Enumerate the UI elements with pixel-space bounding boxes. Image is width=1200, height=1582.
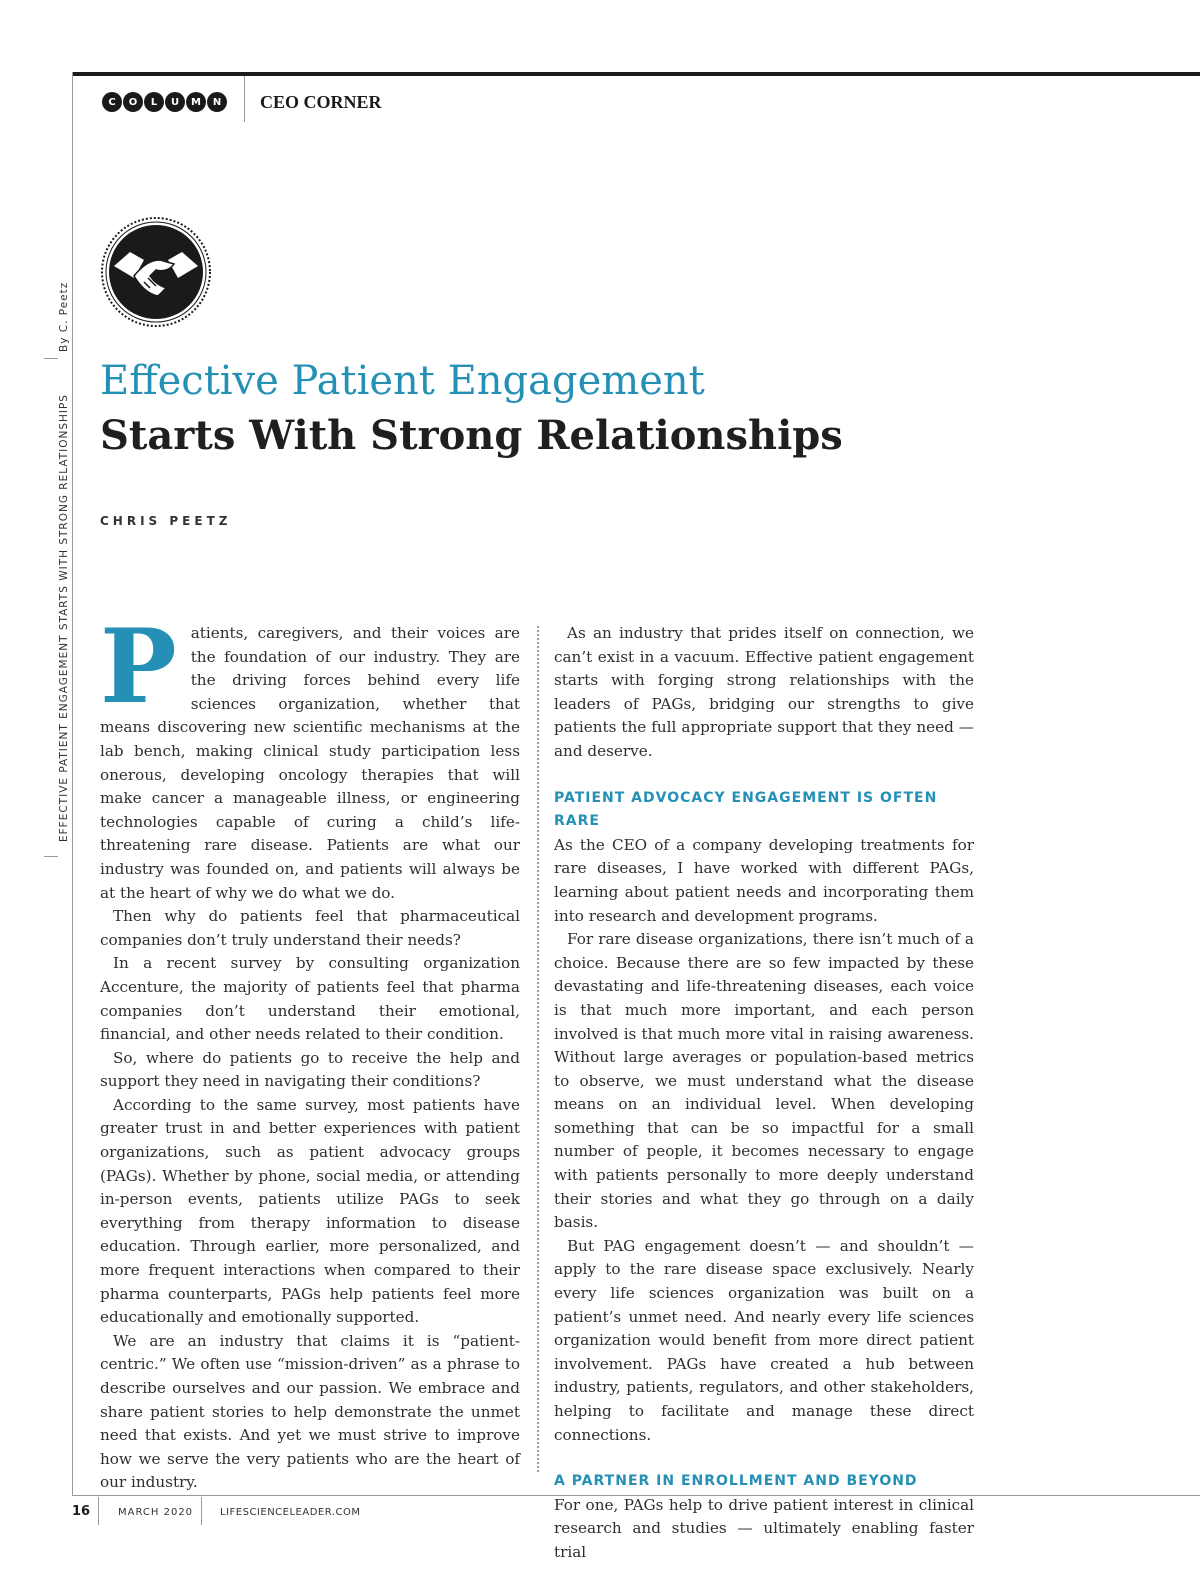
website-link[interactable]: LIFESCIENCELEADER.COM [220, 1507, 361, 1518]
column-badge-letter: L [144, 92, 164, 112]
header-divider [244, 76, 245, 122]
sidebar-running-title: EFFECTIVE PATIENT ENGAGEMENT STARTS WITH STRONG RELATIONSHIPS [58, 394, 70, 842]
article-paragraph: As the CEO of a company developing treatments for rare diseases, I have worked with different PAGs, learning about patient needs and incorporating them into research and development programs. [554, 835, 974, 925]
column-badge-letter: U [165, 92, 185, 112]
article-paragraph: According to the same survey, most patients have greater trust in and better experiences with patient organizations, such as patient advocacy groups (PAGs). Whether by phone, social media, or attending in-person events, patients utilize PAGs to seek everything from therapy information to disease education. Through earlier, more personalized, and more frequent interactions when compared to their pharma counterparts, PAGs help patients feel more educationally and emotionally supported. [100, 1095, 520, 1327]
footer-divider [98, 1497, 99, 1525]
column-badge [102, 92, 227, 112]
article-title-line1: Effective Patient Engagement [100, 358, 705, 404]
article-paragraph: For rare disease organizations, there isn’t much of a choice. Because there are so few impacted by these devastating and life-threatening diseases, each voice is that much more important, and each person involved is that much more vital in raising awareness. Without large averages or population-based metrics to observe, we must understand what the disease means on an individual level. When developing something that can be so impactful for a small number of people, it becomes necessary to engage with patients personally to more deeply understand their stories and what they go through on a daily basis. [554, 930, 974, 1232]
section-title: CEO CORNER [260, 92, 382, 112]
article-paragraph: In a recent survey by consulting organization Accenture, the majority of patients feel that pharma companies don’t understand their emotional, financial, and other needs related to their condition. [100, 954, 520, 1044]
article-paragraph: But PAG engagement doesn’t — and shouldn’t — apply to the rare disease space exclusively. Nearly every life sciences organization was built on a patient’s unmet need. And nearly every life sciences organization would benefit from more direct patient involvement. PAGs have created a hub between industry, patients, regulators, and other stakeholders, helping to facilitate and manage these direct connections. [554, 1236, 974, 1444]
subheading: A PARTNER IN ENROLLMENT AND BEYOND [554, 1473, 918, 1490]
article-paragraph: So, where do patients go to receive the help and support they need in navigating their conditions? [100, 1048, 520, 1091]
column-badge-letter: O [123, 92, 143, 112]
sidebar-divider [44, 358, 58, 359]
top-rule [72, 72, 1200, 76]
drop-cap: P [100, 607, 177, 727]
column-badge-letter: C [102, 92, 122, 112]
column-divider [537, 626, 539, 1472]
article-paragraph: As an industry that prides itself on connection, we can’t exist in a vacuum. Effective patient engagement starts with forging strong relationships with the leaders of PAGs, bridging our strengths to give patients the full appropriate support that they need — and deserve. [554, 624, 974, 760]
article-title-line2: Starts With Strong Relationships [100, 412, 843, 459]
sidebar-byline: By C. Peetz [58, 281, 70, 352]
article-column-right [554, 622, 974, 1565]
sidebar-divider [44, 856, 58, 857]
handshake-icon [100, 216, 212, 328]
article-paragraph: Patients, caregivers, and their voices are the foundation of our industry. They are the driving forces behind every life sciences organization, whether that means discovering new scientific mechanisms at the lab bench, making clinical study participation less onerous, developing oncology therapies that will make cancer a manageable illness, or engineering technologies capable of curing a child’s life-threatening rare disease. Patients are what our industry was founded on, and patients will always be at the heart of why we do what we do. [100, 607, 520, 902]
page-number: 16 [72, 1504, 91, 1519]
article-column-left [100, 607, 520, 1495]
column-badge-letter: M [186, 92, 206, 112]
author-name: CHRIS PEETZ [100, 514, 232, 528]
article-paragraph: We are an industry that claims it is “patient-centric.” We often use “mission-driven” as a phrase to describe ourselves and our passion. We embrace and share patient stories to help demonstrate the unmet need that exists. And yet we must strive to improve how we serve the very patients who are the heart of our industry. [100, 1331, 520, 1492]
footer-divider [201, 1497, 202, 1525]
issue-date: MARCH 2020 [118, 1507, 194, 1518]
column-badge-letter: N [207, 92, 227, 112]
subheading: PATIENT ADVOCACY ENGAGEMENT IS OFTEN RARE [554, 789, 938, 830]
article-paragraph: For one, PAGs help to drive patient interest in clinical research and studies — ultimately enabling faster trial [554, 1495, 974, 1561]
article-paragraph: Then why do patients feel that pharmaceutical companies don’t truly understand their needs? [100, 907, 520, 949]
